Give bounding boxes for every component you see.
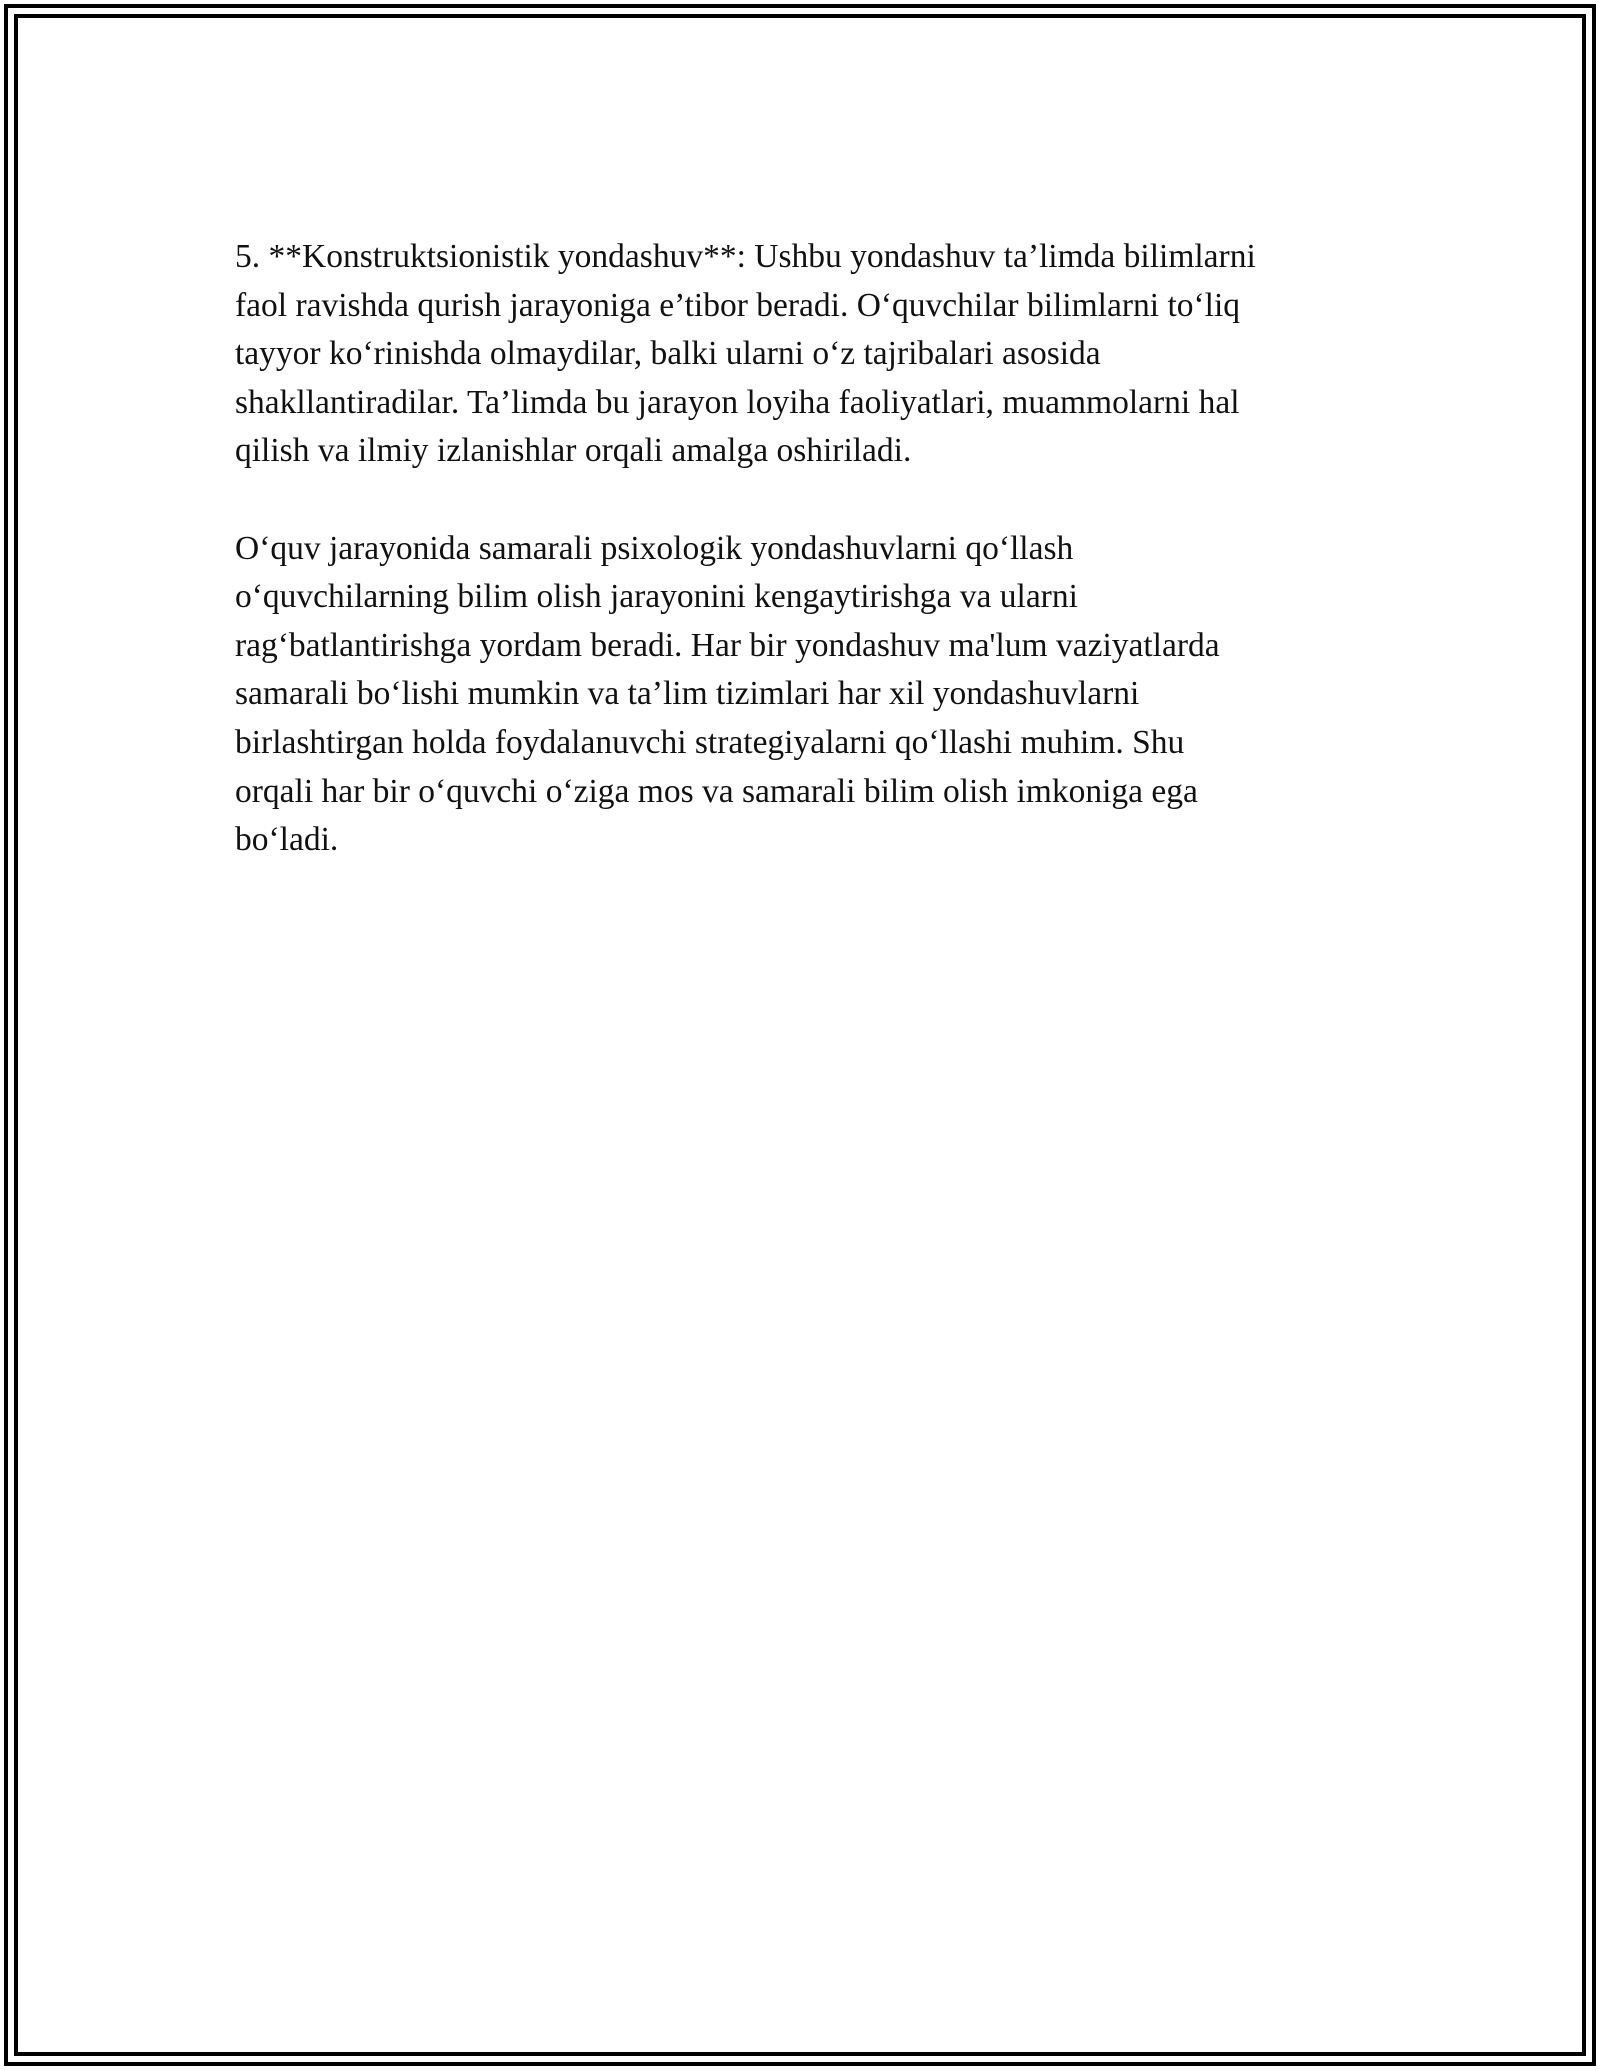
text-line: faol ravishda qurish jarayoniga e’tibor beradi. O‘quvchilar bilimlarni to‘liq bbox=[235, 286, 1241, 324]
text-line: shakllantiradilar. Ta’limda bu jarayon loyiha faoliyatlari, muammolarni hal bbox=[235, 383, 1240, 421]
text-line: O‘quv jarayonida samarali psixologik yondashuvlarni qo‘llash bbox=[235, 529, 1074, 567]
text-line: tayyor ko‘rinishda olmaydilar, balki ularni o‘z tajribalari asosida bbox=[235, 335, 1101, 373]
text-line: orqali har bir o‘quvchi o‘ziga mos va samarali bilim olish imkoniga ega bbox=[235, 772, 1198, 810]
text-line: qilish va ilmiy izlanishlar orqali amalga oshiriladi. bbox=[235, 432, 912, 470]
text-line: birlashtirgan holda foydalanuvchi strategiyalarni qo‘llashi muhim. Shu bbox=[235, 723, 1185, 761]
text-line: 5. **Konstruktsionistik yondashuv**: Ushbu yondashuv ta’limda bilimlarni bbox=[235, 238, 1256, 275]
document-body bbox=[235, 233, 1365, 865]
text-line: bo‘ladi. bbox=[235, 821, 339, 859]
paragraph-conclusion bbox=[235, 525, 1365, 865]
text-line: rag‘batlantirishga yordam beradi. Har bir yondashuv ma'lum vaziyatlarda bbox=[235, 626, 1220, 664]
text-line: o‘quvchilarning bilim olish jarayonini kengaytirishga va ularni bbox=[235, 578, 1078, 616]
paragraph-constructionist-approach bbox=[235, 233, 1365, 476]
text-line: samarali bo‘lishi mumkin va ta’lim tizimlari har xil yondashuvlarni bbox=[235, 675, 1140, 713]
